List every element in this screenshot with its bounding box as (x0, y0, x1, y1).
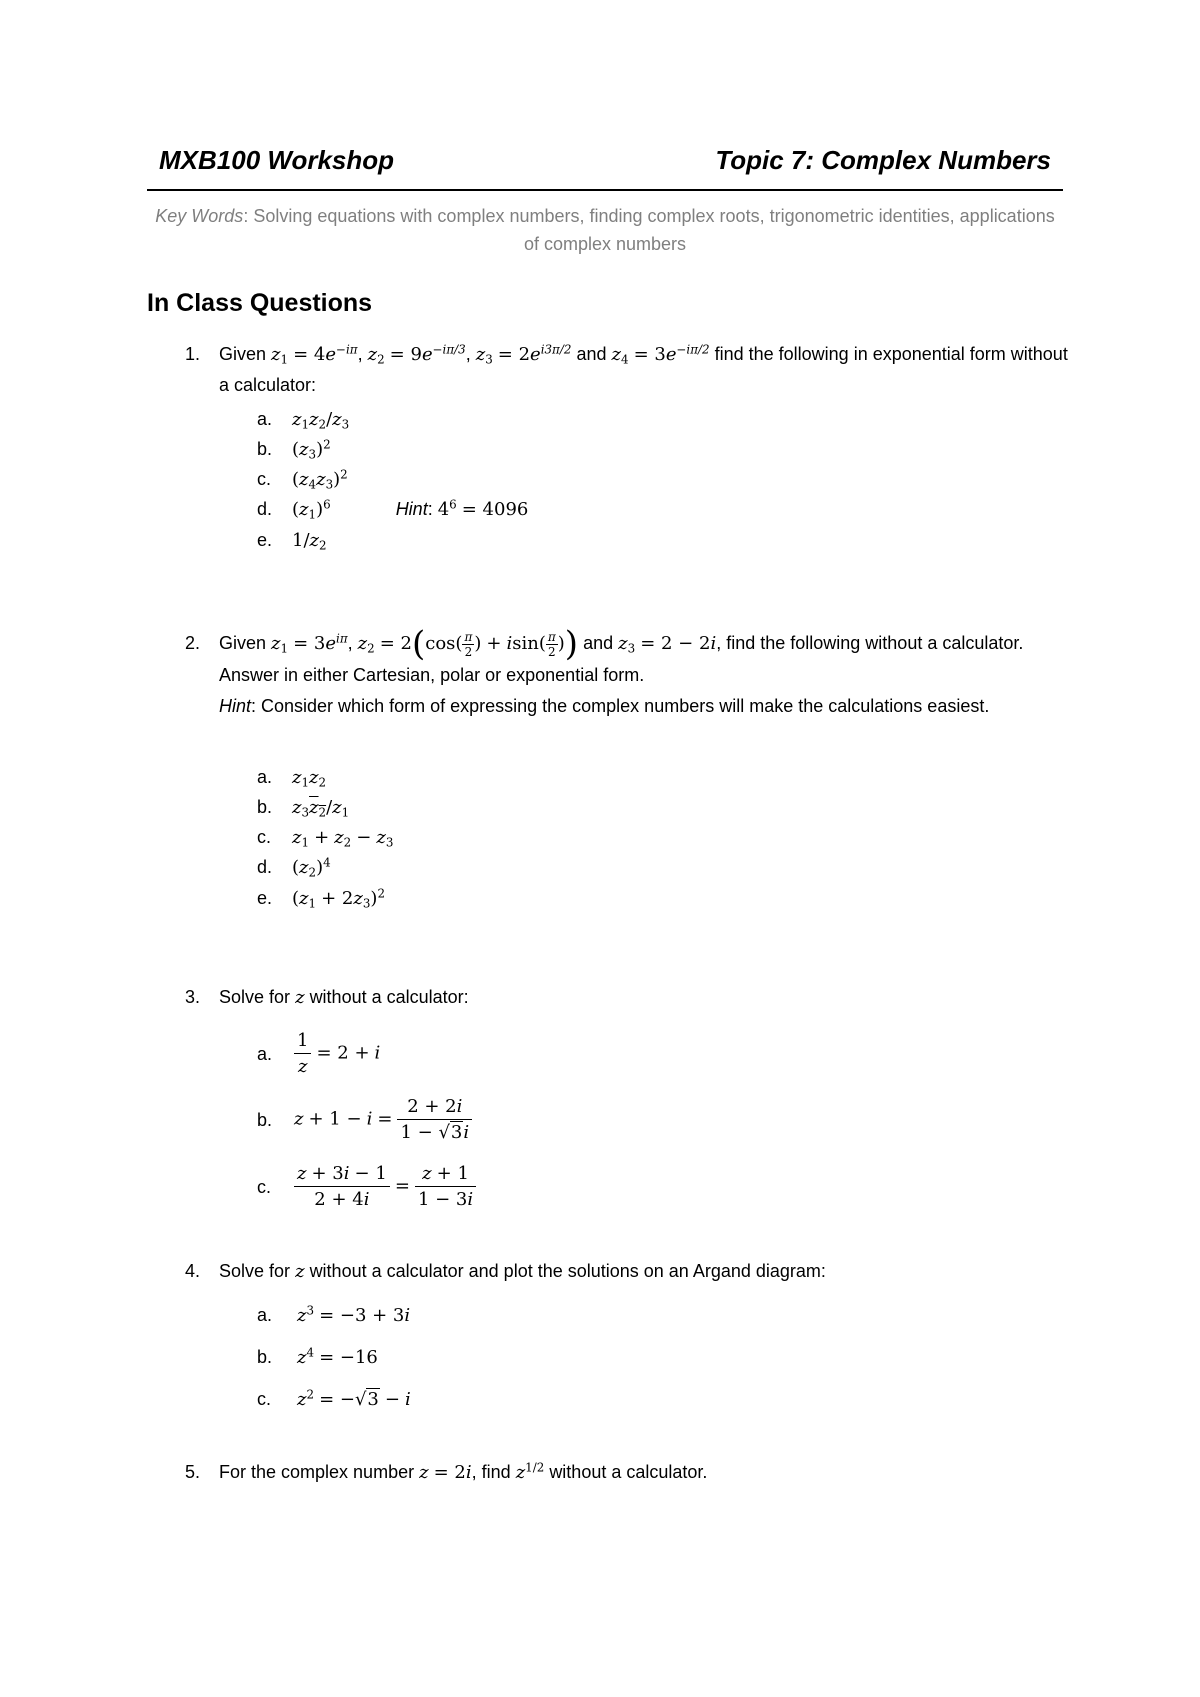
question-number: 1. (185, 344, 201, 364)
course-title: MXB100 Workshop (159, 145, 395, 175)
key-words-text: : Solving equations with complex numbers, finding complex roots, trigonometric identities, applications of complex numbers (243, 206, 1055, 254)
key-words (147, 202, 1063, 258)
section-title: In Class Questions (147, 289, 373, 317)
page-header (147, 133, 1063, 191)
question-number: 5. (185, 1462, 201, 1482)
key-words-label: Key Words (155, 206, 244, 226)
question-1-body: Given $z_1 = 4e^{-i\pi}$, $z_2 = 9e^{-i\pi/3}$, $z_3 = 2e^{i3\pi/2}$ and $z_4 = 3e^{-i\pi/2}$ find the following in exponential form without a calculator: (219, 342, 1068, 395)
question-2-body: Given $z_1 = 3e^{i\pi}$, $z_2 = 2(\cos$( $\frac{\pi}{2}$ ) + isin( $\frac{\pi}{2}$ )) and $z_3 = 2 - 2i$, find the following without a calculator. Answer in either Cartesian, polar or exponential form. Hint: Consider which form of expressing the complex numbers will make the calculations easiest. (219, 623, 1024, 716)
question-number: 4. (185, 1261, 201, 1281)
topic-title: Topic 7: Complex Numbers (715, 145, 1051, 175)
question-number: 2. (185, 633, 201, 653)
question-number: 3. (185, 987, 201, 1007)
